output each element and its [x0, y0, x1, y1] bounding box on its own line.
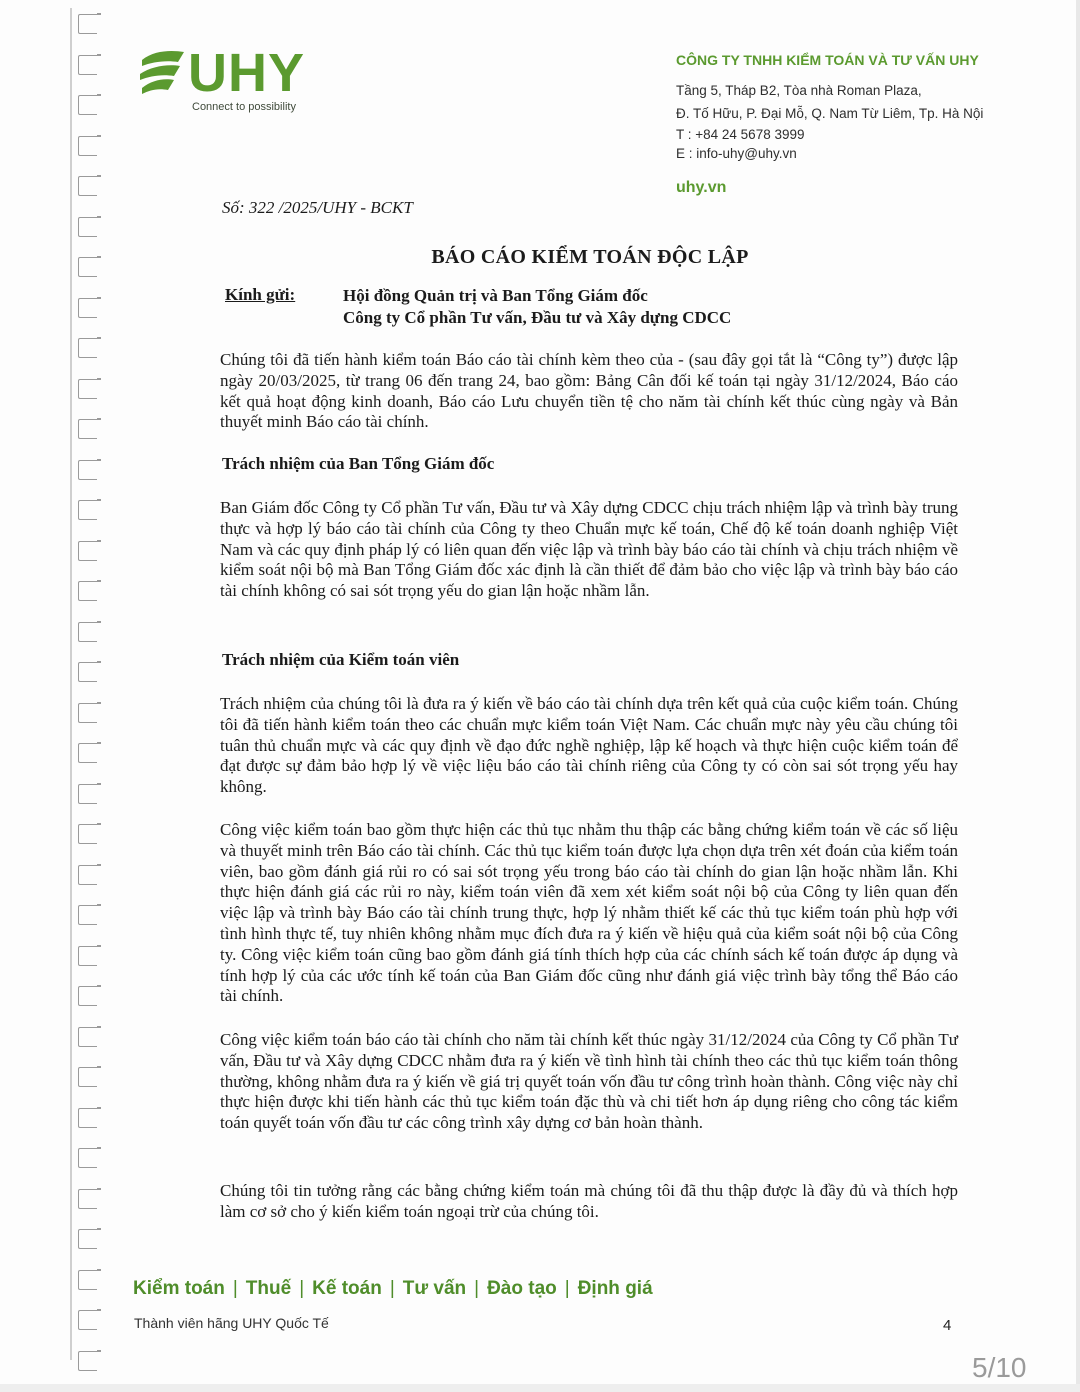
separator: |	[389, 1278, 395, 1299]
auditor-paragraph-2: Công việc kiểm toán bao gồm thực hiện các thủ tục nhằm thu thập các bằng chứng kiểm toán về các số liệu và thuyết minh trên Báo cáo tài chính. Các thủ tục kiểm toán được lựa chọn dựa trên xét đoán của kiểm toán viên, bao gồm đánh giá rủi ro có sai sót trọng yếu trong báo cáo tài chính do gian lận hoặc nhầm lẫn. Khi thực hiện đánh giá các rủi ro này, kiểm toán viên đã xem xét kiểm soát nội bộ của Công ty liên quan đến việc lập và trình bày Báo cáo tài chính trung thực, hợp lý nhằm thiết kế các thủ tục kiểm toán phù hợp với tình hình thực tế, tuy nhiên không nhằm mục đích đưa ra ý kiến về hiệu quả của kiểm soát nội bộ của Công ty. Công việc kiểm toán cũng bao gồm đánh giá tính thích hợp của các chính sách kế toán được áp dụng và tính hợp lý của các ước tính kế toán của Ban Giám đốc cũng như đánh giá việc trình bày tổng thể Báo cáo tài chính.	[220, 820, 958, 1006]
page-number: 4	[943, 1317, 952, 1334]
separator: |	[299, 1278, 305, 1299]
punch-hole	[78, 217, 97, 237]
company-info	[676, 52, 983, 197]
auditor-paragraph-3: Công việc kiểm toán báo cáo tài chính cho năm tài chính kết thúc ngày 31/12/2024 của Công ty Cổ phần Tư vấn, Đầu tư và Xây dựng CDCC nhằm đưa ra ý kiến về tình hình tài chính theo các thủ tục kiểm toán thông thường, không nhằm đưa ra ý kiến về giá trị quyết toán vốn đầu tư công trình hoàn thành. Công việc này chỉ thực hiện được khi tiến hành các thủ tục kiểm toán đặc thù và chi tiết hơn áp dụng riêng cho công tác kiểm toán quyết toán vốn đầu tư các công trình xây dựng cơ bản hoàn thành.	[220, 1030, 958, 1133]
management-paragraph: Ban Giám đốc Công ty Cổ phần Tư vấn, Đầu tư và Xây dựng CDCC chịu trách nhiệm lập và trình bày trung thực và hợp lý báo cáo tài chính của Công ty theo Chuẩn mực kế toán, Chế độ kế toán doanh nghiệp Việt Nam và các quy định pháp lý có liên quan đến việc lập và trình bày báo cáo tài chính và chịu trách nhiệm về kiểm soát nội bộ mà Ban Tổng Giám đốc xác định là cần thiết để đảm bảo cho việc lập và trình bày báo cáo tài chính không có sai sót trọng yếu do gian lận hoặc nhầm lẫn.	[220, 498, 958, 601]
punch-hole	[78, 176, 97, 196]
punch-hole	[78, 55, 97, 75]
punch-hole	[78, 1148, 97, 1168]
punch-hole	[78, 986, 97, 1006]
punch-hole	[78, 136, 97, 156]
punch-hole	[78, 1310, 97, 1330]
punch-hole	[78, 865, 97, 885]
intro-paragraph: Chúng tôi đã tiến hành kiểm toán Báo cáo tài chính kèm theo của - (sau đây gọi tắt là “Công ty”) được lập ngày 20/03/2025, từ trang 06 đến trang 24, bao gồm: Bảng Cân đối kế toán tại ngày 31/12/2024, Báo cáo kết quả hoạt động kinh doanh, Báo cáo Lưu chuyển tiền tệ cho năm tài chính kết thúc cùng ngày và Bản thuyết minh Báo cáo tài chính.	[220, 350, 958, 432]
punch-hole	[78, 1108, 97, 1128]
logo-wordmark: UHY	[188, 43, 306, 103]
leaf-icon	[138, 48, 190, 96]
auditor-paragraph-4: Chúng tôi tin tưởng rằng các bằng chứng kiểm toán mà chúng tôi đã thu thập được là đầy đủ và thích hợp làm cơ sở cho ý kiến kiểm toán ngoại trừ của chúng tôi.	[220, 1181, 958, 1221]
recipient-line-1: Hội đồng Quản trị và Ban Tổng Giám đốc	[343, 286, 648, 305]
logo-tagline: Connect to possibility	[192, 101, 296, 113]
website: uhy.vn	[676, 179, 727, 196]
address-line-2: Đ. Tố Hữu, P. Đại Mỗ, Q. Nam Từ Liêm, Tp. Hà Nội	[676, 105, 984, 121]
member-network: Thành viên hãng UHY Quốc Tế	[134, 1315, 329, 1331]
heading-auditor-responsibility: Trách nhiệm của Kiểm toán viên	[222, 650, 460, 669]
service-accounting: Kế toán	[312, 1278, 382, 1299]
punch-hole	[78, 784, 97, 804]
punch-hole	[78, 298, 97, 318]
report-title: BÁO CÁO KIỂM TOÁN ĐỘC LẬP	[431, 246, 749, 268]
punch-hole	[78, 1229, 97, 1249]
page-edge	[1076, 0, 1080, 1392]
punch-hole	[78, 500, 97, 520]
punch-hole	[78, 703, 97, 723]
separator: |	[564, 1278, 570, 1299]
punch-hole	[78, 419, 97, 439]
service-tax: Thuế	[245, 1278, 292, 1299]
punch-hole	[78, 743, 97, 763]
service-valuation: Định giá	[577, 1278, 653, 1299]
recipient-line-2: Công ty Cổ phần Tư vấn, Đầu tư và Xây dựng CDCC	[343, 308, 732, 327]
punch-hole	[78, 338, 97, 358]
phone: T : +84 24 5678 3999	[676, 127, 805, 142]
punch-hole	[78, 1027, 97, 1047]
punch-hole	[78, 1270, 97, 1290]
punch-hole	[78, 460, 97, 480]
page-indicator: 5/10	[972, 1352, 1027, 1383]
email: E : info-uhy@uhy.vn	[676, 146, 797, 161]
company-name: CÔNG TY TNHH KIỂM TOÁN VÀ TƯ VẤN UHY	[676, 52, 979, 68]
punch-hole	[78, 14, 97, 34]
uhy-logo	[138, 43, 338, 118]
punch-hole	[78, 1189, 97, 1209]
punch-hole	[78, 824, 97, 844]
punch-hole	[78, 1067, 97, 1087]
service-links	[133, 1278, 653, 1300]
punch-hole	[78, 946, 97, 966]
auditor-paragraph-1: Trách nhiệm của chúng tôi là đưa ra ý kiến về báo cáo tài chính dựa trên kết quả của cuộc kiểm toán. Chúng tôi đã tiến hành kiểm toán theo các chuẩn mực kiểm toán Việt Nam. Các chuẩn mực này yêu cầu chúng tôi tuân thủ chuẩn mực và các quy định về đạo đức nghề nghiệp, lập kế hoạch và thực hiện cuộc kiểm toán để đạt được sự đảm bảo hợp lý về việc liệu báo cáo tài chính riêng của Công ty có còn sai sót trọng yếu hay không.	[220, 694, 958, 797]
punch-hole	[78, 622, 97, 642]
separator: |	[474, 1278, 480, 1299]
binding-edge	[70, 8, 72, 1360]
service-audit: Kiểm toán	[133, 1278, 225, 1299]
address-line-1: Tầng 5, Tháp B2, Tòa nhà Roman Plaza,	[676, 83, 922, 98]
recipient-names	[343, 285, 731, 329]
punch-hole	[78, 905, 97, 925]
punch-hole	[78, 581, 97, 601]
punch-hole	[78, 379, 97, 399]
heading-management-responsibility: Trách nhiệm của Ban Tổng Giám đốc	[222, 454, 495, 473]
punch-hole	[78, 95, 97, 115]
service-training: Đào tạo	[487, 1278, 557, 1299]
service-advisory: Tư vấn	[402, 1278, 467, 1299]
punch-hole	[78, 541, 97, 561]
punch-hole	[78, 662, 97, 682]
punch-hole	[78, 1351, 97, 1371]
recipient-label: Kính gửi:	[225, 285, 296, 304]
reference-number: Số: 322 /2025/UHY - BCKT	[222, 198, 413, 217]
separator: |	[232, 1278, 238, 1299]
punch-holes	[78, 0, 108, 1392]
viewer-bottom-bar	[0, 1384, 1080, 1392]
